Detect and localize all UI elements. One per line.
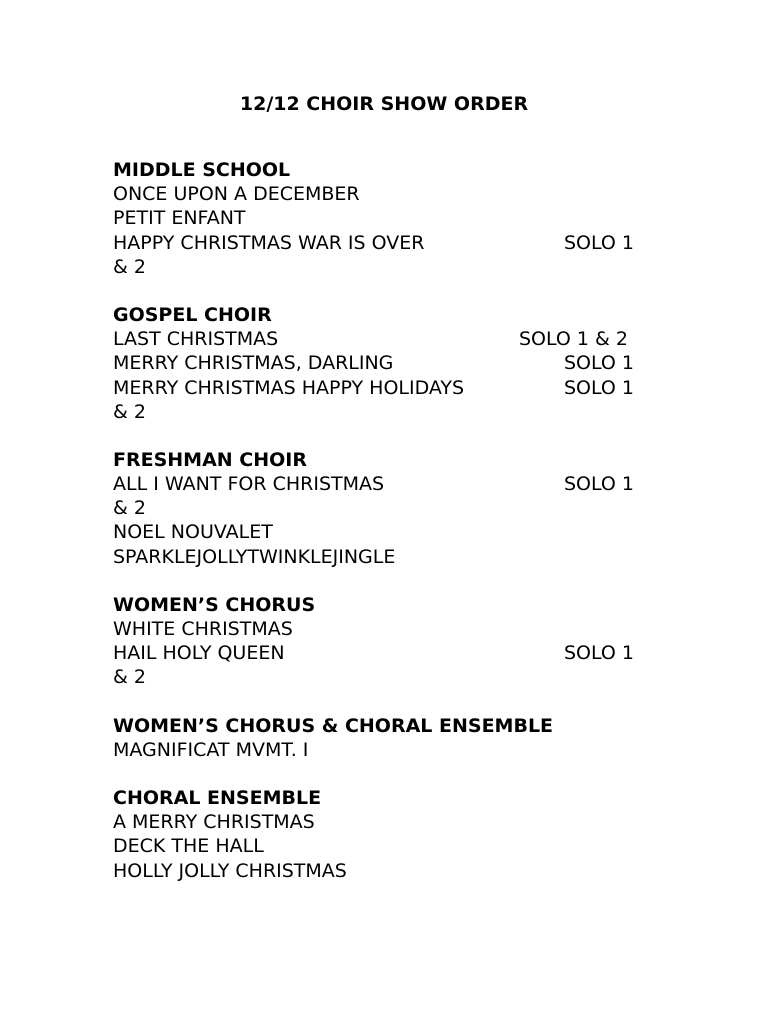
song-title: ONCE UPON A DECEMBER (113, 183, 360, 206)
section-womens-chorus (113, 593, 653, 690)
song-title: SPARKLEJOLLYTWINKLEJINGLE (113, 545, 396, 568)
song-line (113, 859, 653, 883)
song-line (113, 376, 653, 400)
song-title: A MERRY CHRISTMAS (113, 811, 315, 834)
song-title: MAGNIFICAT MVMT. I (113, 738, 309, 761)
solo-note: SOLO 1 & 2 (519, 328, 628, 351)
song-line (113, 641, 653, 665)
song-line (113, 738, 653, 762)
section-freshman-choir (113, 448, 653, 569)
song-line (113, 472, 653, 496)
section-womens-chorus-choral-ensemble (113, 714, 653, 762)
song-line (113, 231, 653, 255)
section-heading: MIDDLE SCHOOL (113, 159, 291, 181)
solo-note: SOLO 1 (564, 352, 635, 375)
song-line (113, 400, 653, 424)
song-line (113, 206, 653, 230)
song-title: HAIL HOLY QUEEN (113, 642, 285, 665)
song-line (113, 810, 653, 834)
section-heading: GOSPEL CHOIR (113, 303, 272, 326)
song-title: DECK THE HALL (113, 835, 264, 858)
section-heading: WOMEN’S CHORUS & CHORAL ENSEMBLE (113, 714, 554, 737)
song-title: NOEL NOUVALET (113, 521, 273, 544)
solo-note: SOLO 1 (564, 376, 635, 399)
song-title: & 2 (113, 497, 146, 520)
song-title: PETIT ENFANT (113, 207, 246, 230)
solo-note: SOLO 1 (564, 473, 635, 496)
show-order (113, 158, 653, 907)
section-choral-ensemble (113, 786, 653, 883)
section-heading: CHORAL ENSEMBLE (113, 786, 322, 809)
song-title: & 2 (113, 400, 146, 423)
song-line (113, 255, 653, 279)
section-middle-school (113, 158, 653, 279)
song-line (113, 327, 653, 351)
song-line (113, 182, 653, 206)
page-title: 12/12 CHOIR SHOW ORDER (239, 93, 529, 115)
song-title: LAST CHRISTMAS (113, 328, 279, 351)
song-title: MERRY CHRISTMAS HAPPY HOLIDAYS (113, 376, 465, 399)
song-title: WHITE CHRISTMAS (113, 618, 293, 640)
section-heading: WOMEN’S CHORUS (113, 593, 316, 616)
song-title: MERRY CHRISTMAS, DARLING (113, 352, 394, 375)
song-line (113, 496, 653, 520)
song-title: HAPPY CHRISTMAS WAR IS OVER (113, 231, 425, 254)
song-title: & 2 (113, 255, 146, 278)
solo-note: SOLO 1 (564, 642, 635, 665)
section-gospel-choir (113, 303, 653, 424)
song-line (113, 545, 653, 569)
song-line (113, 520, 653, 544)
solo-note: SOLO 1 (564, 231, 635, 254)
song-title: HOLLY JOLLY CHRISTMAS (113, 859, 347, 882)
song-line (113, 617, 653, 641)
song-line (113, 351, 653, 375)
song-title: & 2 (113, 666, 146, 689)
song-line (113, 834, 653, 858)
section-heading: FRESHMAN CHOIR (113, 448, 307, 471)
song-line (113, 665, 653, 689)
song-title: ALL I WANT FOR CHRISTMAS (113, 473, 385, 496)
